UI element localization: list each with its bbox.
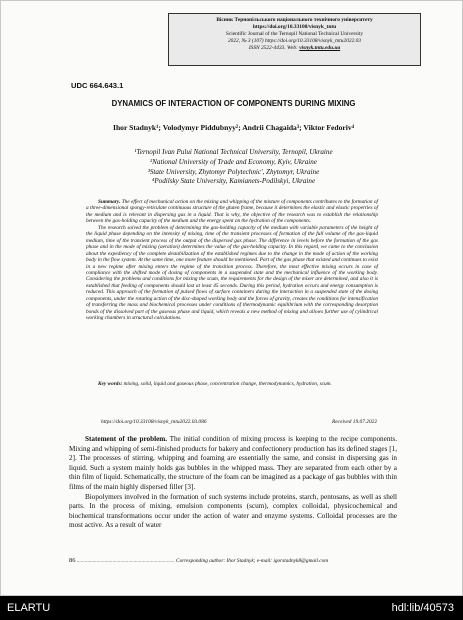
issn-text: ISSN 2522-4433. Web: [248,45,300,51]
abstract [86,199,378,322]
viewer-bottom-bar [0,596,463,620]
affiliation-4: ⁴Podilsky State University, Kamianets-Podilskyi, Ukraine [151,177,316,186]
abstract-text-1: The effect of mechanical action on the mixing and whipping of the mixture of components contributes to the formation of a three-dimensional spongy-reticulate continuous structure of the gluten frame, because it determines the elastic and elastic properties of the medium and is relevant in dispersing gas in a liquid. That is why, the objective of the research was to establish the relationship between the gas-holding capacity of the medium and the energy spent on the hydration of the components. [86,199,378,225]
journal-name-ua: Вісник Тернопільського національного технічного університету [216,17,373,23]
body-paragraph-2: Biopolymers involved in the formation of such systems include proteins, starch, pentosans, as well as shell parts. In the process of mixing, emulsion components (scum), complex colloidal, physicochemical and biochemical transformations occur under the action of water and enzyme systems. Colloidal processes are the most active. As a result of water [69,492,397,530]
journal-header-box [168,13,421,66]
keywords-label: Key words: [98,381,123,387]
article-doi-link[interactable]: https://doi.org/10.33108/visnyk_tntu2022.03.086 [101,419,207,425]
paper-authors: Ihor Stadnyk¹; Volodymyr Piddubnyy²; Andrii Chagaida³; Viktor Fedoriv⁴ [113,123,354,132]
page-footer [69,557,397,564]
abstract-paragraph-2: The research solved the problem of determining the gas-holding capacity of the medium with variable parameters of the height of the liquid phase depending on the intensity of mixing, time of the transient processes of formation of the full volume of the gas-liquid medium, time of the transient process of the output of the dispersed gas phase. The difference in levels before the formation of the gas phase and in the mode of mixing (aeration) determines the value of the gas-holding capacity. In this regard, we came to the conclusion about the expediency of the complete destabilization of the established regimes due to the change in the mode of action of the working body in the flow system. At the same time, one more feature should be mentioned. Part of the gas phase that existed and continues to exist in a new regime after mixing enters the regime of the transition process. Therefore, the most effective mixing occurs in case of compliance with the shifted mode of dosing of components in a suspended state and the mechanical influence of the working body. Considering the problems and conditions for mixing the scum, the requirements for the design of the mixer are determined, and also it is established that feeding of components should last at least 45 seconds. During this period, hydration occurs and energy consumption is reduced. This approach of the formation of pulsed flows of surface containers during the interaction in a suspended state of the dosing components, under the rotating action of the disc-shaped working body and the forces of gravity, creates the conditions for intensification of transferring the mass and biochemical processes under conditions of thermodynamic equilibrium with the corresponding desorption bonds of the dissolved part of the gaseous phase and liquid, which reveals a new method of mixing and allows further use of cylindrical working chambers in structural calculations. [86,224,378,322]
affiliation-1: ¹Ternopil Ivan Pului National Technical University, Ternopil, Ukraine [134,148,333,156]
keywords-text: mixing, solid, liquid and gaseous phase, concentration change, thermodynamics, hydration, scum. [123,381,332,387]
journal-doi-ua[interactable]: https://doi.org/10.33108/visnyk_tntu [252,24,337,30]
journal-issue: 2022, № 3 (107) https://doi.org/10.33108/visnyk_tntu2022.03 [227,38,362,44]
affiliation-3: ³State University, Zhytomyr Polytechnic', Zhytomyr, Ukraine [147,167,320,176]
body-paragraph-1 [69,435,397,493]
footer-dots: .......................................................................... [76,558,175,564]
repository-name: ELARTU [7,602,51,614]
handle-id[interactable]: hdl:lib/40573 [391,602,454,614]
journal-issn [173,45,416,52]
affiliation-2: ²National University of Trade and Economy, Kyiv, Ukraine [150,157,317,166]
abstract-paragraph-1 [86,199,378,225]
paper-title: DYNAMICS OF INTERACTION OF COMPONENTS DURING MIXING [111,99,356,108]
section-heading: Statement of the problem. [85,435,168,443]
abstract-label: Summary. [98,199,121,205]
received-date: Received 19.07.2022 [332,419,378,425]
affiliations [71,148,396,187]
body-text [69,435,397,531]
page-number: 86 [69,557,76,564]
udc-code: UDC 664.643.1 [71,81,124,90]
corresponding-author: Corresponding author: Ihor Stadnyk; e-mail: igorstadnyk8@gmail.com [176,558,329,564]
journal-name-en: Scientific Journal of the Ternopil National Technical University [225,31,364,37]
journal-web-link[interactable]: visnyk.tntu.edu.ua [299,45,341,51]
keywords [86,381,378,388]
body-text-1: The initial condition of mixing process is keeping to the recipe components. Mixing and whipping of semi-finished products for bakery and confectionery production has its defined stages [1, 2]. The processes of stirring, whipping and foaming are essentially the same, and consist in dispersing gas in liquid. Such a system mainly holds gas bubbles in the whipped mass. They are separated from each other by a thin film of liquid. Schematically, the structure of the foam can be imagined as a package of gas bubbles with thin films of the main highly dispersed filler [3]. [69,435,398,491]
